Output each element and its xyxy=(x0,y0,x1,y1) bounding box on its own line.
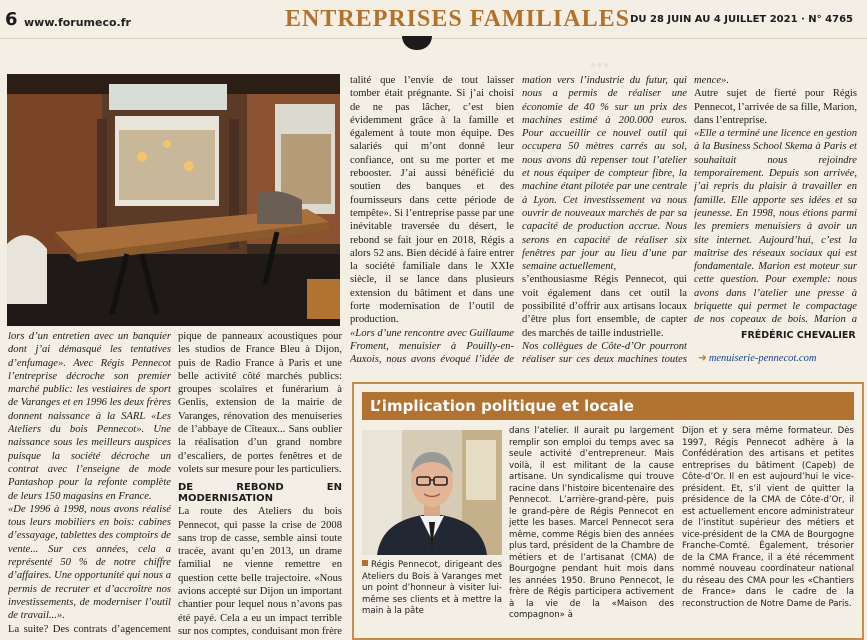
sidebar-col1-text: dans l’atelier. Il aurait pu largement remplir son emploi du temps avec sa seule activité d’entrepreneur. Mais voilà, il est militant de la cause artisane. Un syndicalisme qui trouve racine dans l’histoire bicentenaire des Pennecot. L’arrière-grand-père, puis le grand-père de Régis Pennecot en jette les bases. Marcel Pennecot sera même, comme Régis bien des années plus tard, président de la Chambre de métiers et de l’artisanat (CMA) de Bourgogne pendant huit mois dans les années 1950. Bruno Pennecot, le frère de Régis participera activement à la vie de la «Maison des compagnon» à xyxy=(509,426,674,620)
sidebar-box xyxy=(352,382,864,640)
site-url: www.forumeco.fr xyxy=(24,16,131,29)
portrait-photo xyxy=(362,430,502,555)
col5-paragraph-2: Autre sujet de fierté pour Régis Pennecot, l’arrivée de sa fille, Marion, dans l’entreprise. xyxy=(694,88,857,126)
sidebar-title-bar xyxy=(362,392,854,420)
page-number: 6 xyxy=(5,9,18,30)
sidebar-column-2 xyxy=(682,426,854,632)
sidebar-title: L’implication politique et locale xyxy=(370,397,634,415)
col4-quote-1: mation vers l’industrie du futur, qui nous a permis de réaliser une économie de 40 % sur un prix des machines estimé à 200.000 euros. Pour accueillir ce nouvel outil qui occupera 50 mètres carrés au sol, nous avons dû repenser tout l’atelier et nous équiper de compteur fibre, la machine étant pilotée par une centrale à Lyon. Cet investissement va nous ouvrir de nouveaux marchés de par sa capacité de production accrue. Nous serons en capacité de réaliser six fenêtres par jour au lieu d’une par semaine actuellement, xyxy=(522,75,687,273)
col1-paragraph-1: lors d’un entretien avec un banquier dont j’ai démasqué les tentatives d’enfumage». Avec Régis Pennecot l’entreprise décroche son premier marché public: les vestiaires de sport de Varanges et en 1996 les deux frères donnent naissance à la SARL «Les Ateliers du bois Pennecot». Une naissance sous les meilleurs auspices puisque la société décroche un contrat avec l’enseigne de mode Pantashop pour la refonte complète de leurs 150 magasins en France. xyxy=(8,331,171,502)
sidebar-column-1 xyxy=(509,426,674,632)
col5-quote-1: mence». xyxy=(694,75,729,86)
photo-caption-text: Régis Pennecot, dirigeant des Ateliers du Bois à Varanges met un point d’honneur à visiter lui-même ses clients et à mettre la main à la pâte xyxy=(362,560,502,616)
section-title: ENTREPRISES FAMILIALES xyxy=(285,6,630,32)
col2-paragraph-2: La route des Ateliers du bois Pennecot, qui passe la crise de 2008 sans trop de casse, semble ainsi toute tracée, avant qu’en 2013, un drame familial ne vienne remettre en question cette belle trajectoire. «Nous avions accepté sur Dijon un important chantier pour lequel nous n’avons pas été payé. Cela a eu un impact terrible sur nos comptes, conduisant mon frère xyxy=(178,506,342,636)
col4-quote-2: Nos collègues de Côte-d’Or pourront réaliser sur ces deux machines toutes xyxy=(522,340,687,366)
col1-paragraph-3: La suite? Des contrats d’agencement xyxy=(8,623,171,635)
author-byline: FRÉDÉRIC CHEVALIER xyxy=(741,330,856,341)
col5-quote-2: «Elle a terminé une licence en gestion à la Business School Skema à Paris et souhaitait nous rejoindre temporairement. Depuis son arrivée, j’ai repris du plaisir à travailler en famille. Elle apporte ses idées et sa jeunesse. En 1998, nous étions parmi les premiers menuisiers à avoir un site internet. Aujourd’hui, c’est la maîtrise des réseaux sociaux qui est fondamentale. Marion est moteur sur cette question. Pour exemple: nous avons dans l’atelier une presse à briquette qui permet le compactage de nos copeaux de bois. Marion a xyxy=(694,128,857,326)
issue-date: DU 28 JUIN AU 4 JUILLET 2021 · N° 4765 xyxy=(630,14,853,25)
col1-quote: «De 1996 à 1998, nous avons réalisé tous leurs mobiliers en bois: cabines d’essayage, tablettes des comptoirs de vente... Sur ces années, cela a représenté 50 % de notre chiffre d’affaires. Une opportunité qui nous a permis de recruter et d’accroître nos investissements, de moderniser l’outil de travail...». xyxy=(8,503,171,622)
page-header xyxy=(0,0,867,40)
article-column-1 xyxy=(8,330,171,636)
company-website-text: menuiserie-pennecot.com xyxy=(708,353,817,364)
article-column-2 xyxy=(178,330,342,636)
arrow-icon: ➜ xyxy=(698,353,707,364)
header-rule xyxy=(0,38,867,39)
article-column-3 xyxy=(350,74,514,366)
article-column-4 xyxy=(522,74,687,366)
caption-marker-icon xyxy=(362,560,368,566)
company-website-link[interactable] xyxy=(698,352,816,364)
col4-paragraph-2: s’enthousiasme Régis Pennecot, qui voit également dans cet outil la possibilité d’offrir aux artisans locaux d’être plus fort ensemble, de capter des marchés de taille industrielle. xyxy=(522,274,687,339)
col3-paragraph-1: talité que l’envie de tout laisser tomber était prégnante. Si j’ai choisi de ne pas lâcher, c’est bien évidemment grâce à la famille et également à toute mon équipe. Des salariés qui m’ont donné leur confiance, ont su me porter et me rebooster. J’ai aussi bénéficié du soutien des banques et des fournisseurs dans cette période de tempête». Si l’entreprise passe par une inévitable traversée du désert, le rebond se fait jour en 2018, Régis a alors 52 ans. Bien décidé à faire entrer la société familiale dans le XXIe siècle, il se lance dans plusieurs extension du bâtiment et dans une forte modernisation de l’outil de production. xyxy=(350,75,514,326)
article-column-5 xyxy=(694,74,857,328)
photo-caption xyxy=(362,560,502,618)
col3-quote: «Lors d’une rencontre avec Guillaume Froment, menuisier à Pouilly-en-Auxois, nous avons évoqué l’idée de xyxy=(350,327,514,366)
article-photo xyxy=(7,74,340,326)
sidebar-col2-text: Dijon et y sera même formateur. Dès 1997, Régis Pennecot adhère à la Confédération des artisans et petites entreprises du bâtiment (Capeb) de Côte-d’Or. Il en est aujourd’hui le vice-président. Et, s’il vient de quitter la présidence de la CMA de Côte-d’Or, il est actuellement encore administrateur de l’institut supérieur des métiers et vice-président de la CMA de Bourgogne Franche-Comté. Également, trésorier de la CMA France, il a été récemment nommé nouveau coordinateur national du réseau des CMA pour les «Chantiers de France» dans le cadre de la reconstruction de Notre Dame de Paris. xyxy=(682,426,854,609)
header-dot xyxy=(402,36,432,50)
col2-paragraph-1: pique de panneaux acoustiques pour les studios de France Bleu à Dijon, puis de Radio France à Paris et une belle activité côté marchés publics: groupes scolaires et funérarium à Genlis, extension de la mairie de Varanges, rénovation des menuiseries de l’abbaye de Cîteaux... Sans oublier la réalisation d’un grand nombre d’escaliers, de portes fenêtres et de volets sur mesure pour les particuliers. xyxy=(178,331,342,475)
col2-subheading: DE REBOND EN MODERNISATION xyxy=(178,482,342,505)
faded-heading: ... xyxy=(590,44,610,73)
